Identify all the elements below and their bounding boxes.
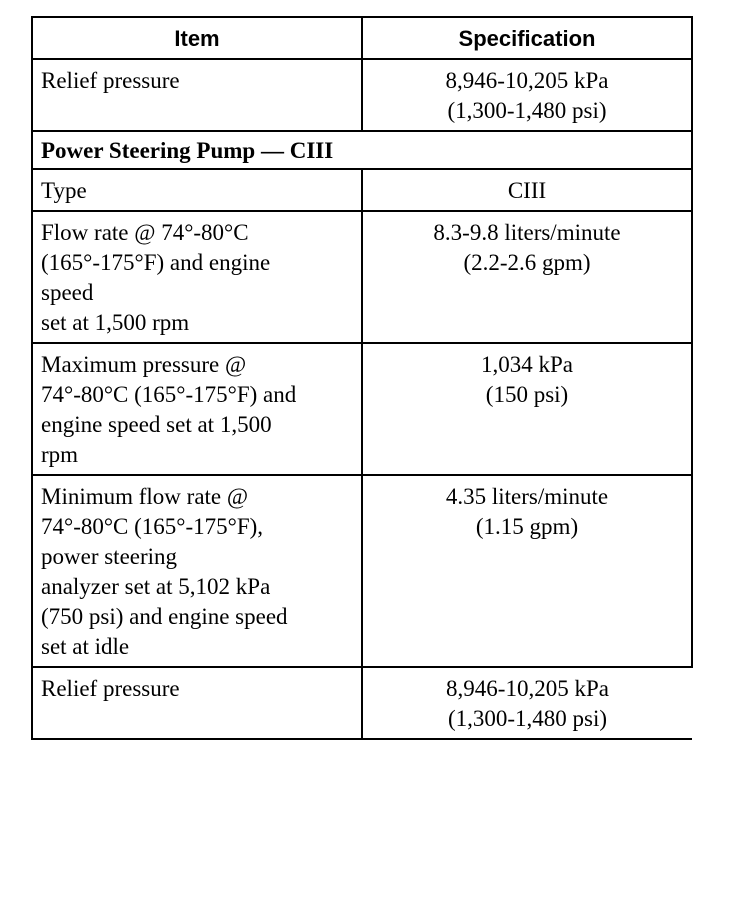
spec-text: CIII (507, 178, 547, 203)
item-text: analyzer set at 5,102 kPa (41, 574, 271, 599)
item-cell (32, 343, 362, 475)
item-text: Maximum pressure @ (41, 352, 247, 377)
item-text: Flow rate @ 74°-80°C (41, 220, 249, 245)
section-title: Power Steering Pump — CIII (32, 131, 692, 169)
table-row (32, 211, 692, 343)
spec-text: (1,300-1,480 psi) (447, 98, 607, 123)
table-row (32, 59, 692, 131)
section-header-row (32, 131, 692, 169)
column-header-item: Item (32, 17, 362, 59)
item-text: rpm (41, 442, 79, 467)
spec-cell (362, 211, 692, 343)
spec-text: 8,946-10,205 kPa (445, 68, 609, 93)
item-cell (32, 169, 362, 211)
item-text: 74°-80°C (165°-175°F), (41, 514, 264, 539)
spec-text: (2.2-2.6 gpm) (463, 250, 591, 275)
spec-text: 1,034 kPa (481, 352, 573, 377)
item-text: (165°-175°F) and engine (41, 250, 271, 275)
table-row (32, 343, 692, 475)
spec-cell (362, 59, 692, 131)
item-cell (32, 59, 362, 131)
spec-text: (1,300-1,480 psi) (447, 706, 608, 731)
spec-text: 8.3-9.8 liters/minute (433, 220, 621, 245)
item-text: speed (41, 280, 94, 305)
item-text: Minimum flow rate @ (41, 484, 249, 509)
item-text: Relief pressure (41, 676, 180, 701)
column-header-specification: Specification (362, 17, 692, 59)
table-row (32, 475, 692, 667)
item-text: set at idle (41, 634, 130, 659)
item-text: Type (41, 178, 87, 203)
item-cell (32, 211, 362, 343)
spec-text: 8,946-10,205 kPa (446, 676, 609, 701)
item-text: 74°-80°C (165°-175°F) and (41, 382, 297, 407)
table-row (32, 169, 692, 211)
spec-text: (1.15 gpm) (475, 514, 579, 539)
specification-table (31, 16, 693, 740)
spec-text: (150 psi) (485, 382, 569, 407)
spec-cell (362, 343, 692, 475)
spec-cell (362, 475, 692, 667)
item-cell (32, 667, 362, 739)
item-cell (32, 475, 362, 667)
table-header-row (32, 17, 692, 59)
item-text: (750 psi) and engine speed (41, 604, 288, 629)
spec-text: 4.35 liters/minute (445, 484, 609, 509)
spec-cell (362, 667, 692, 739)
item-text: set at 1,500 rpm (41, 310, 190, 335)
item-text: Relief pressure (41, 68, 180, 93)
item-text: engine speed set at 1,500 (41, 412, 272, 437)
item-text: power steering (41, 544, 178, 569)
spec-cell (362, 169, 692, 211)
table-row (32, 667, 692, 739)
